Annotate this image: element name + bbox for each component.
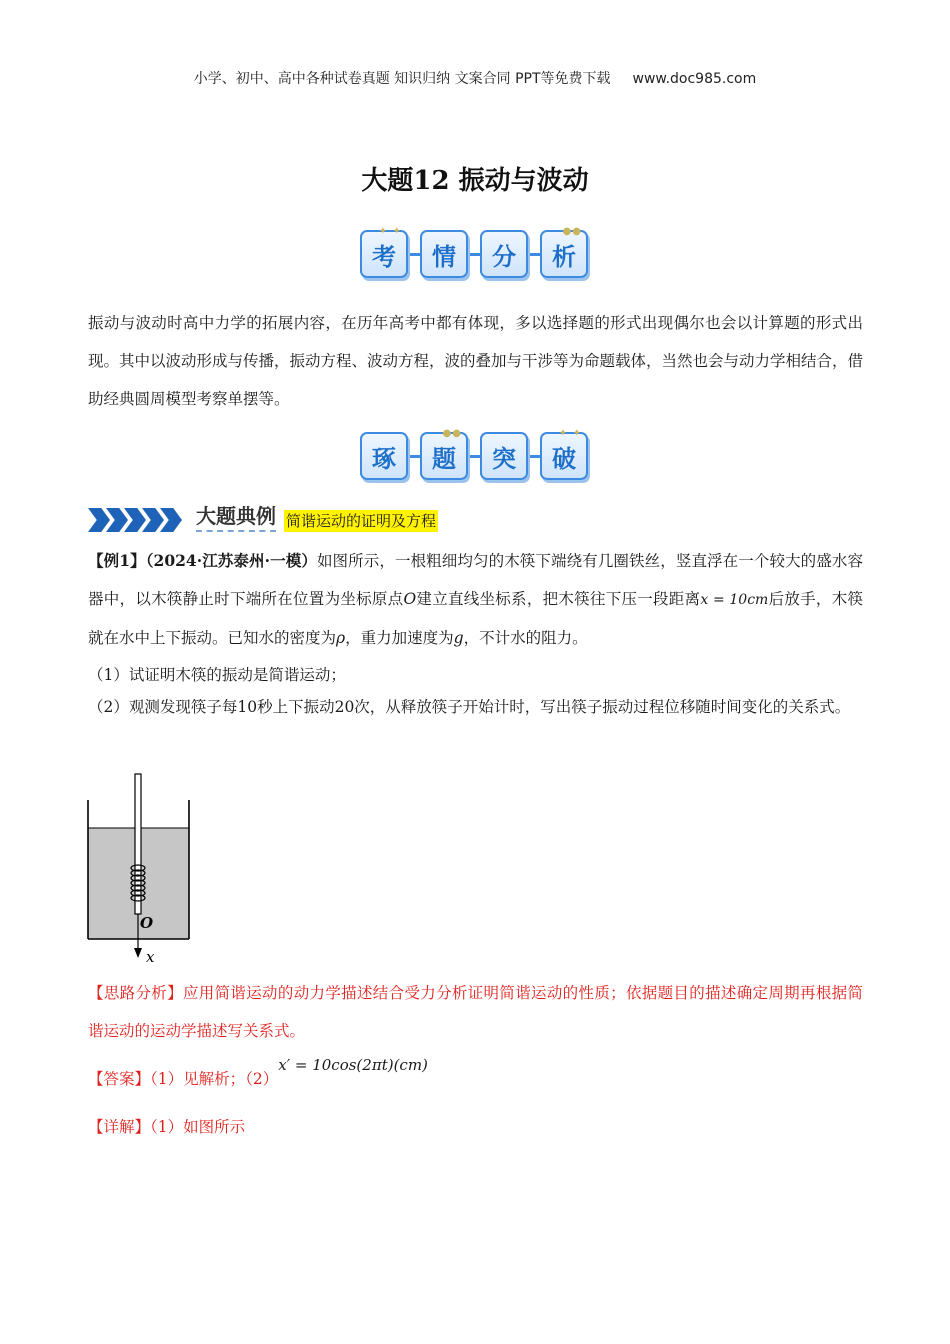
badge-kao: ✦ ✦ 考: [360, 230, 408, 278]
badge-po: ✦ ✦ 破: [540, 432, 588, 480]
page-header: [0, 68, 950, 88]
example-text-1: 如图所示，一根粗细均匀的木筷下端绕有几圈铁丝，竖直浮在一个较大的盛水容器中，以木筷静止时下端所在位置为坐标原点: [88, 552, 863, 608]
chevron-icon: [88, 508, 178, 532]
badge-xi: ●● 析: [540, 230, 588, 278]
header-site[interactable]: www.doc985.com: [632, 71, 757, 87]
x-axis-arrow: [134, 948, 142, 958]
example-text-3: 后放手，木筷就在水中上下振动。已知水的密度为: [88, 590, 863, 647]
example-text-2: 建立直线坐标系，把木筷往下压一段距离: [416, 590, 701, 608]
badge-tu: 突: [480, 432, 528, 480]
page-title: 大题12 振动与波动: [361, 166, 589, 196]
analysis-text: 应用简谐运动的动力学描述结合受力分析证明简谐运动的性质；依据题目的描述确定周期再根据简谐运动的运动学描述写关系式。: [88, 984, 863, 1040]
origin-label: O: [140, 914, 154, 932]
analysis-paragraph: 振动与波动时高中力学的拓展内容，在历年高考中都有体现，多以选择题的形式出现偶尔也会以计算题的形式出现。其中以波动形成与传播，振动方程、波动方程，波的叠加与干涉等为命题载体，当然也会与动力学相结合，借助经典圆周模型考察单摆等。: [88, 314, 864, 408]
example-text-4: ，重力加速度为: [345, 629, 454, 647]
detail-text: （1）如图所示: [150, 1118, 246, 1136]
header-text: 小学、初中、高中各种试卷真题 知识归纳 文案合同 PPT等免费下载: [193, 71, 611, 87]
badge-zhuo: 琢: [360, 432, 408, 480]
origin-symbol: O: [403, 590, 417, 608]
chopstick-figure: [86, 772, 196, 968]
analysis-badges: [360, 226, 588, 278]
question-1: （1）试证明木筷的振动是简谐运动；: [88, 666, 346, 684]
axis-label-x: x: [146, 948, 155, 966]
answer-part-1: （1）见解析；（2）: [150, 1070, 279, 1088]
detail-line: [88, 1108, 863, 1146]
answer-label: 【答案】: [88, 1070, 151, 1088]
section-title: 大题典例: [196, 500, 276, 532]
analysis-label: 【思路分析】: [88, 984, 183, 1002]
question-2: （2）观测发现筷子每10秒上下振动20次，从释放筷子开始计时，写出筷子振动过程位移随时间变化的关系式。: [88, 698, 851, 716]
topic-tag: 简谐运动的证明及方程: [286, 512, 437, 530]
answer-line: [88, 1056, 863, 1098]
example-source: （2024·江苏泰州·一模）: [145, 551, 317, 570]
example-text-5: ，不计水的阻力。: [463, 629, 588, 647]
distance-value: x = 10cm: [700, 592, 769, 608]
badge-fen: 分: [480, 230, 528, 278]
thinking-analysis: [88, 974, 863, 1050]
detail-label: 【详解】: [88, 1118, 151, 1136]
example-label: 【例1】: [88, 551, 146, 570]
example-question: [88, 542, 863, 657]
rho-symbol: ρ: [336, 629, 346, 647]
section-banner: [88, 496, 438, 532]
answer-formula: x′ = 10cos(2πt)(cm): [278, 1056, 428, 1074]
chopstick: [135, 774, 141, 914]
break-badges: [360, 428, 588, 480]
badge-qing: 情: [420, 230, 468, 278]
g-symbol: g: [453, 629, 464, 647]
badge-ti: ●● 题: [420, 432, 468, 480]
